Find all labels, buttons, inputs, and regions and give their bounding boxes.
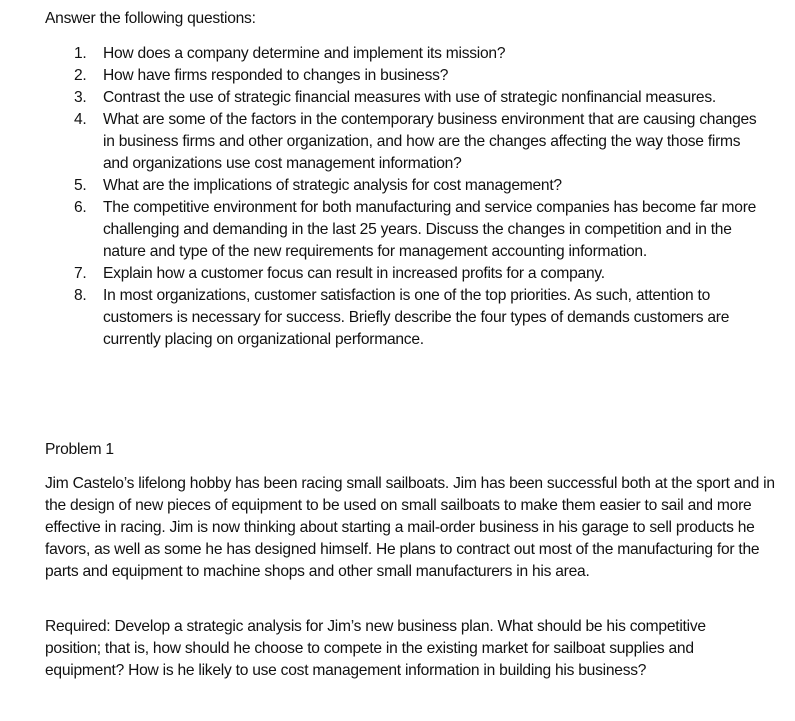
intro-text: Answer the following questions:: [45, 10, 256, 27]
question-item: [45, 43, 790, 65]
question-item: [45, 87, 790, 109]
question-text: How does a company determine and implement its mission?: [103, 45, 506, 62]
question-number: 8.: [74, 287, 87, 304]
question-number: 3.: [74, 89, 87, 106]
question-text: How have firms responded to changes in business?: [103, 67, 449, 84]
problem-paragraph: Jim Castelo’s lifelong hobby has been racing small sailboats. Jim has been successful both at the sport and in the design of new pieces of equipment to be used on small sailboats to make them easier to sail and more effective in racing. Jim is now thinking about starting a mail-order business in his garage to sell products he favors, as well as some he has designed himself. He plans to contract out most of the manufacturing for the parts and equipment to machine shops and other small manufacturers in his area.: [45, 475, 775, 580]
question-list: [45, 43, 790, 351]
question-item: [45, 285, 790, 351]
question-number: 6.: [74, 199, 87, 216]
problem-title: Problem 1: [45, 441, 114, 458]
required-paragraph: Required: Develop a strategic analysis for Jim’s new business plan. What should be his competitive position; that is, how should he choose to compete in the existing market for sailboat supplies and equipment? How is he likely to use cost management information in building his business?: [45, 618, 706, 679]
question-number: 2.: [74, 67, 87, 84]
question-number: 1.: [74, 45, 87, 62]
question-item: [45, 65, 790, 87]
question-item: [45, 263, 790, 285]
question-text: Explain how a customer focus can result in increased profits for a company.: [103, 265, 605, 282]
question-item: [45, 197, 790, 263]
question-text: What are some of the factors in the contemporary business environment that are causing changes in business firms and other organization, and how are the changes affecting the way those firms and organizations use cost management information?: [103, 111, 757, 172]
question-number: 5.: [74, 177, 87, 194]
question-item: [45, 109, 790, 175]
question-number: 4.: [74, 111, 87, 128]
question-text: Contrast the use of strategic financial measures with use of strategic nonfinancial measures.: [103, 89, 716, 106]
question-text: In most organizations, customer satisfaction is one of the top priorities. As such, attention to customers is necessary for success. Briefly describe the four types of demands customers are currently placing on organizational performance.: [103, 287, 730, 348]
question-text: What are the implications of strategic analysis for cost management?: [103, 177, 562, 194]
question-text: The competitive environment for both manufacturing and service companies has become far more challenging and demanding in the last 25 years. Discuss the changes in competition and in the nature and type of the new requirements for management accounting information.: [103, 199, 757, 260]
question-number: 7.: [74, 265, 87, 282]
question-item: [45, 175, 790, 197]
